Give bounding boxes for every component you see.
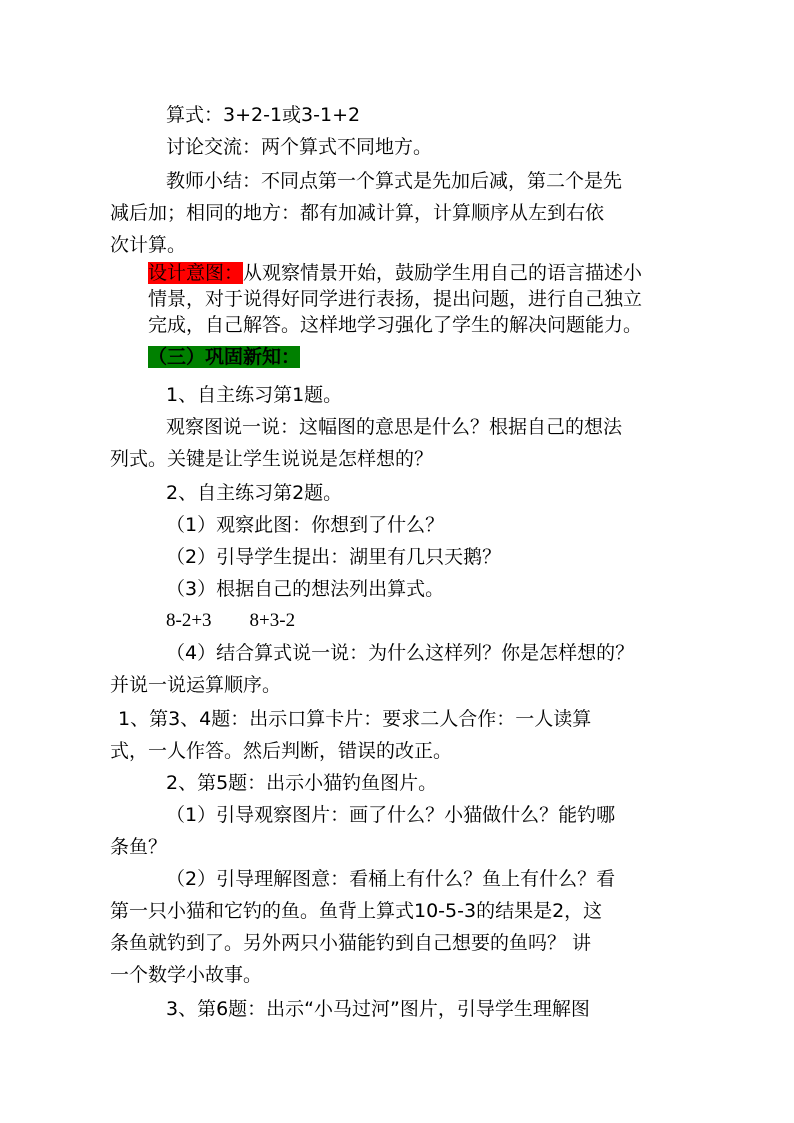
text-line: 条鱼就钓到了。另外两只小猫能钓到自己想要的鱼吗？ 讲 xyxy=(110,932,592,954)
text-line: 2、第5题：出示小猫钓鱼图片。 xyxy=(166,772,438,794)
section-heading-line xyxy=(148,344,300,370)
text-line: 完成，自己解答。这样地学习强化了学生的解决问题能力。 xyxy=(148,314,643,336)
text-line: 次计算。 xyxy=(110,234,187,256)
text-line: 讨论交流：两个算式不同地方。 xyxy=(166,136,433,158)
text-line: 一个数学小故事。 xyxy=(110,964,263,986)
design-intent-line xyxy=(148,260,642,286)
text-line: （1）观察此图：你想到了什么？ xyxy=(166,514,445,536)
text-line: （3）根据自己的想法列出算式。 xyxy=(166,578,445,600)
text-line: （2）引导学生提出：湖里有几只天鹅？ xyxy=(166,546,502,568)
design-intent-text: 从观察情景开始，鼓励学生用自己的语言描述小 xyxy=(243,262,643,284)
text-line: （4）结合算式说一说：为什么这样列？你是怎样想的？ xyxy=(166,642,635,664)
text-line: 减后加；相同的地方：都有加减计算，计算顺序从左到右依 xyxy=(110,202,605,224)
text-line: 3、第6题：出示“小马过河”图片，引导学生理解图 xyxy=(166,998,590,1020)
text-line: 条鱼？ xyxy=(110,836,168,858)
text-line: 教师小结：不同点第一个算式是先加后减，第二个是先 xyxy=(166,170,623,192)
text-line: 列式。关键是让学生说说是怎样想的？ xyxy=(110,448,434,470)
text-line: （2）引导理解图意：看桶上有什么？鱼上有什么？看 xyxy=(166,868,616,890)
text-line: （1）引导观察图片：画了什么？小猫做什么？能钓哪 xyxy=(166,804,616,826)
text-line: 2、自主练习第2题。 xyxy=(166,482,343,504)
formula-line: 8-2+3 8+3-2 xyxy=(166,610,296,631)
text-line: 并说一说运算顺序。 xyxy=(110,674,282,696)
formula-line: 算式：3+2-1或3-1+2 xyxy=(166,104,361,126)
text-line: 1、自主练习第1题。 xyxy=(166,384,343,406)
text-line: 第一只小猫和它钓的鱼。鱼背上算式10-5-3的结果是2，这 xyxy=(110,900,603,922)
design-intent-label: 设计意图： xyxy=(148,262,244,284)
text-line: 式，一人作答。然后判断，错误的改正。 xyxy=(110,740,453,762)
text-line: 观察图说一说：这幅图的意思是什么？根据自己的想法 xyxy=(166,416,623,438)
section-heading: （三）巩固新知： xyxy=(148,346,301,368)
text-line: 1、第3、4题：出示口算卡片：要求二人合作：一人读算 xyxy=(118,708,592,730)
text-line: 情景，对于说得好同学进行表扬，提出问题，进行自己独立 xyxy=(148,288,643,310)
